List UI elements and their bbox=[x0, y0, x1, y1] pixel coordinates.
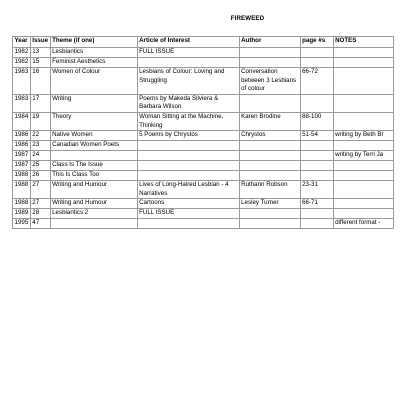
cell-year[interactable]: 1982 bbox=[13, 48, 31, 58]
cell-notes[interactable] bbox=[333, 68, 393, 95]
cell-issue[interactable]: 15 bbox=[30, 58, 50, 68]
cell-pages[interactable] bbox=[300, 94, 333, 112]
col-header-year[interactable]: Year bbox=[13, 37, 31, 48]
table-row bbox=[13, 131, 394, 141]
cell-year[interactable]: 1987 bbox=[13, 161, 31, 171]
cell-notes[interactable]: writing by Beth Br bbox=[333, 131, 393, 141]
table-row bbox=[13, 112, 394, 130]
cell-article[interactable]: FULL ISSUE bbox=[137, 209, 239, 219]
cell-article[interactable] bbox=[137, 171, 239, 181]
cell-year[interactable]: 1988 bbox=[13, 181, 31, 199]
cell-theme[interactable]: Writing bbox=[50, 94, 137, 112]
cell-theme[interactable]: This Is Class Too bbox=[50, 171, 137, 181]
cell-notes[interactable] bbox=[333, 112, 393, 130]
cell-issue[interactable]: 24 bbox=[30, 151, 50, 161]
cell-author[interactable] bbox=[239, 171, 300, 181]
cell-author[interactable]: Lesley Turner bbox=[239, 199, 300, 209]
cell-issue[interactable]: 47 bbox=[30, 219, 50, 229]
cell-issue[interactable]: 27 bbox=[30, 199, 50, 209]
cell-issue[interactable]: 25 bbox=[30, 161, 50, 171]
cell-pages[interactable]: 88-100 bbox=[300, 112, 333, 130]
table-row bbox=[13, 171, 394, 181]
cell-author[interactable] bbox=[239, 161, 300, 171]
table-body bbox=[13, 48, 394, 229]
sheet-title: FIREWEED bbox=[230, 15, 265, 22]
cell-notes[interactable] bbox=[333, 199, 393, 209]
cell-issue[interactable]: 22 bbox=[30, 131, 50, 141]
cell-article[interactable]: Woman Sitting at the Machine, Thinking bbox=[137, 112, 239, 130]
cell-author[interactable] bbox=[239, 151, 300, 161]
cell-pages[interactable] bbox=[300, 219, 333, 229]
cell-pages[interactable]: 23-31 bbox=[300, 181, 333, 199]
cell-theme[interactable] bbox=[50, 219, 137, 229]
cell-year[interactable]: 1988 bbox=[13, 171, 31, 181]
col-header-notes[interactable]: NOTES bbox=[333, 37, 393, 48]
cell-issue[interactable]: 26 bbox=[30, 171, 50, 181]
cell-article[interactable] bbox=[137, 58, 239, 68]
cell-issue[interactable]: 28 bbox=[30, 209, 50, 219]
cell-pages[interactable] bbox=[300, 141, 333, 151]
spreadsheet-table bbox=[12, 36, 394, 229]
cell-pages[interactable]: 66-72 bbox=[300, 68, 333, 95]
col-header-issue[interactable]: Issue bbox=[30, 37, 50, 48]
col-header-author[interactable]: Author bbox=[239, 37, 300, 48]
cell-notes[interactable] bbox=[333, 171, 393, 181]
cell-year[interactable]: 1986 bbox=[13, 131, 31, 141]
cell-issue[interactable]: 13 bbox=[30, 48, 50, 58]
cell-issue[interactable]: 19 bbox=[30, 112, 50, 130]
table-row bbox=[13, 151, 394, 161]
cell-issue[interactable]: 23 bbox=[30, 141, 50, 151]
cell-pages[interactable] bbox=[300, 161, 333, 171]
table-row bbox=[13, 94, 394, 112]
cell-author[interactable] bbox=[239, 58, 300, 68]
table-row bbox=[13, 48, 394, 58]
cell-article[interactable]: 5 Poems by Chrystos bbox=[137, 131, 239, 141]
cell-author[interactable] bbox=[239, 209, 300, 219]
col-header-article[interactable]: Article of Interest bbox=[137, 37, 239, 48]
cell-article[interactable]: Lives of Long-Haired Lesbian - 4 Narratives bbox=[137, 181, 239, 199]
cell-article[interactable] bbox=[137, 161, 239, 171]
table-row bbox=[13, 161, 394, 171]
table-row bbox=[13, 209, 394, 219]
table-row bbox=[13, 199, 394, 209]
cell-year[interactable]: 1989 bbox=[13, 209, 31, 219]
cell-pages[interactable] bbox=[300, 171, 333, 181]
cell-author[interactable] bbox=[239, 219, 300, 229]
cell-pages[interactable] bbox=[300, 209, 333, 219]
cell-author[interactable] bbox=[239, 48, 300, 58]
cell-year[interactable]: 1995 bbox=[13, 219, 31, 229]
col-header-pages[interactable]: page #s bbox=[300, 37, 333, 48]
cell-issue[interactable]: 16 bbox=[30, 68, 50, 95]
cell-notes[interactable] bbox=[333, 161, 393, 171]
cell-notes[interactable] bbox=[333, 48, 393, 58]
cell-article[interactable]: Cartoons bbox=[137, 199, 239, 209]
cell-author[interactable]: Ruthann Robson bbox=[239, 181, 300, 199]
cell-notes[interactable] bbox=[333, 94, 393, 112]
cell-issue[interactable]: 27 bbox=[30, 181, 50, 199]
cell-year[interactable]: 1983 bbox=[13, 68, 31, 95]
cell-theme[interactable]: Lesbiantics bbox=[50, 48, 137, 58]
col-header-theme[interactable]: Theme (if one) bbox=[50, 37, 137, 48]
cell-year[interactable]: 1984 bbox=[13, 112, 31, 130]
cell-author[interactable]: Chrystos bbox=[239, 131, 300, 141]
cell-pages[interactable] bbox=[300, 151, 333, 161]
cell-pages[interactable]: 66-71 bbox=[300, 199, 333, 209]
cell-year[interactable]: 1986 bbox=[13, 141, 31, 151]
cell-year[interactable]: 1988 bbox=[13, 199, 31, 209]
cell-author[interactable]: Karen Brodine bbox=[239, 112, 300, 130]
cell-theme[interactable]: Class Is The Issue bbox=[50, 161, 137, 171]
cell-author[interactable] bbox=[239, 141, 300, 151]
table-row bbox=[13, 141, 394, 151]
cell-article[interactable] bbox=[137, 219, 239, 229]
cell-year[interactable]: 1982 bbox=[13, 58, 31, 68]
cell-theme[interactable]: Theory bbox=[50, 112, 137, 130]
table-row bbox=[13, 181, 394, 199]
cell-article[interactable] bbox=[137, 151, 239, 161]
cell-author[interactable]: Conversation between 3 Lesbians of colour bbox=[239, 68, 300, 95]
cell-notes[interactable] bbox=[333, 58, 393, 68]
cell-theme[interactable]: Writing and Humour bbox=[50, 199, 137, 209]
cell-theme[interactable]: Lesbiantics 2 bbox=[50, 209, 137, 219]
cell-pages[interactable] bbox=[300, 58, 333, 68]
table-row bbox=[13, 58, 394, 68]
cell-notes[interactable]: writing by Terri Ja bbox=[333, 151, 393, 161]
cell-notes[interactable] bbox=[333, 181, 393, 199]
cell-article[interactable]: FULL ISSUE bbox=[137, 48, 239, 58]
cell-article[interactable] bbox=[137, 141, 239, 151]
cell-theme[interactable]: Writing and Humour bbox=[50, 181, 137, 199]
table-row bbox=[13, 219, 394, 229]
cell-year[interactable]: 1987 bbox=[13, 151, 31, 161]
cell-article[interactable]: Lesbians of Colour: Loving and Struggling bbox=[137, 68, 239, 95]
cell-pages[interactable] bbox=[300, 48, 333, 58]
cell-theme[interactable]: Native Women bbox=[50, 131, 137, 141]
table-row bbox=[13, 68, 394, 95]
cell-notes[interactable]: different format - bbox=[333, 219, 393, 229]
cell-theme[interactable]: Feminist Aesthetics bbox=[50, 58, 137, 68]
cell-article[interactable]: Poems by Makeda Silviera & Barbara Wilson bbox=[137, 94, 239, 112]
cell-theme[interactable] bbox=[50, 151, 137, 161]
cell-year[interactable]: 1983 bbox=[13, 94, 31, 112]
cell-notes[interactable] bbox=[333, 141, 393, 151]
cell-pages[interactable]: 51-54 bbox=[300, 131, 333, 141]
header-row bbox=[13, 37, 394, 48]
cell-notes[interactable] bbox=[333, 209, 393, 219]
cell-issue[interactable]: 17 bbox=[30, 94, 50, 112]
cell-author[interactable] bbox=[239, 94, 300, 112]
cell-theme[interactable]: Canadian Women Poets bbox=[50, 141, 137, 151]
cell-theme[interactable]: Women of Colour bbox=[50, 68, 137, 95]
